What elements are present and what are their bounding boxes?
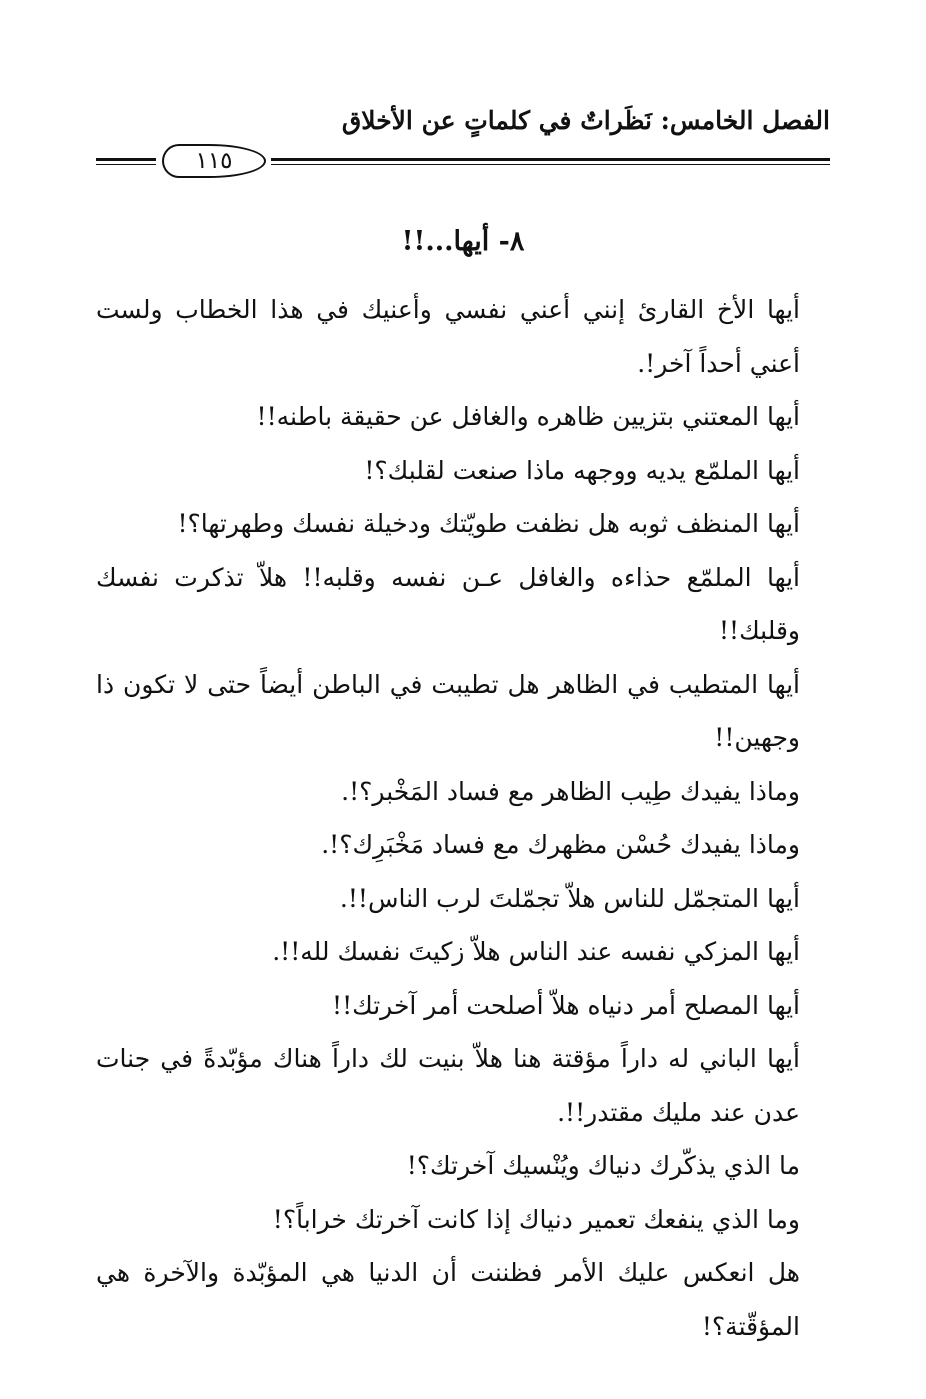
paragraph: وما الذي ينفعك تعمير دنياك إذا كانت آخرتك خراباً؟! <box>272 1204 800 1234</box>
paragraph: وماذا يفيدك طِيب الظاهر مع فساد المَخْبر؟!. <box>341 776 800 806</box>
header-rule <box>96 144 830 184</box>
paragraph: أيها الملمّع حذاءه والغافل عـن نفسه وقلبه!! هلاّ تذكرت نفسك وقلبك!! <box>96 562 800 645</box>
paragraph: ما الذي يذكّرك دنياك ويُنْسيك آخرتك؟! <box>406 1151 800 1180</box>
paragraph: وماذا يفيدك حُسْن مظهرك مع فساد مَخْبَرِك؟!. <box>321 830 800 859</box>
paragraph: أيها المعتني بتزيين ظاهره والغافل عن حقيقة باطنه!! <box>256 402 800 431</box>
section-heading: ٨- أيها...!! <box>401 226 525 257</box>
paragraph: أيها المصلح أمر دنياه هلاّ أصلحت أمر آخرتك!! <box>332 990 800 1020</box>
paragraph: أيها المتجمّل للناس هلاّ تجمّلتَ لرب الناس!!. <box>339 883 800 913</box>
paragraph: أيها الأخ القارئ إنني أعني نفسي وأعنيك في هذا الخطاب ولست أعني أحداً آخر!. <box>96 295 800 378</box>
page-number: ١١٥ <box>195 147 233 174</box>
header-rule-long <box>271 158 830 165</box>
paragraph: أيها المزكي نفسه عند الناس هلاّ زكيتَ نفسك لله!!. <box>272 937 800 966</box>
running-header-title: الفصل الخامس: نَظَراتٌ في كلماتٍ عن الأخلاق <box>341 106 830 135</box>
paragraph: أيها الملمّع يديه ووجهه ماذا صنعت لقلبك؟! <box>364 455 800 485</box>
paragraph: أيها المنظف ثوبه هل نظفت طويّتك ودخيلة نفسك وطهرتها؟! <box>177 509 800 538</box>
header-rule-short <box>96 158 156 165</box>
paragraph: أيها المتطيب في الظاهر هل تطيبت في الباطن أيضاً حتى لا تكون ذا وجهين!! <box>96 669 800 752</box>
body-text <box>96 283 830 1353</box>
paragraph: أيها الباني له داراً مؤقتة هنا هلاّ بنيت لك داراً هناك مؤبّدةً في جنات عدن عند مليك مقتدر!!. <box>96 1044 800 1127</box>
page-number-badge <box>162 144 266 178</box>
paragraph: هل انعكس عليك الأمر فظننت أن الدنيا هي المؤبّدة والآخرة هي المؤقّتة؟! <box>96 1258 800 1341</box>
